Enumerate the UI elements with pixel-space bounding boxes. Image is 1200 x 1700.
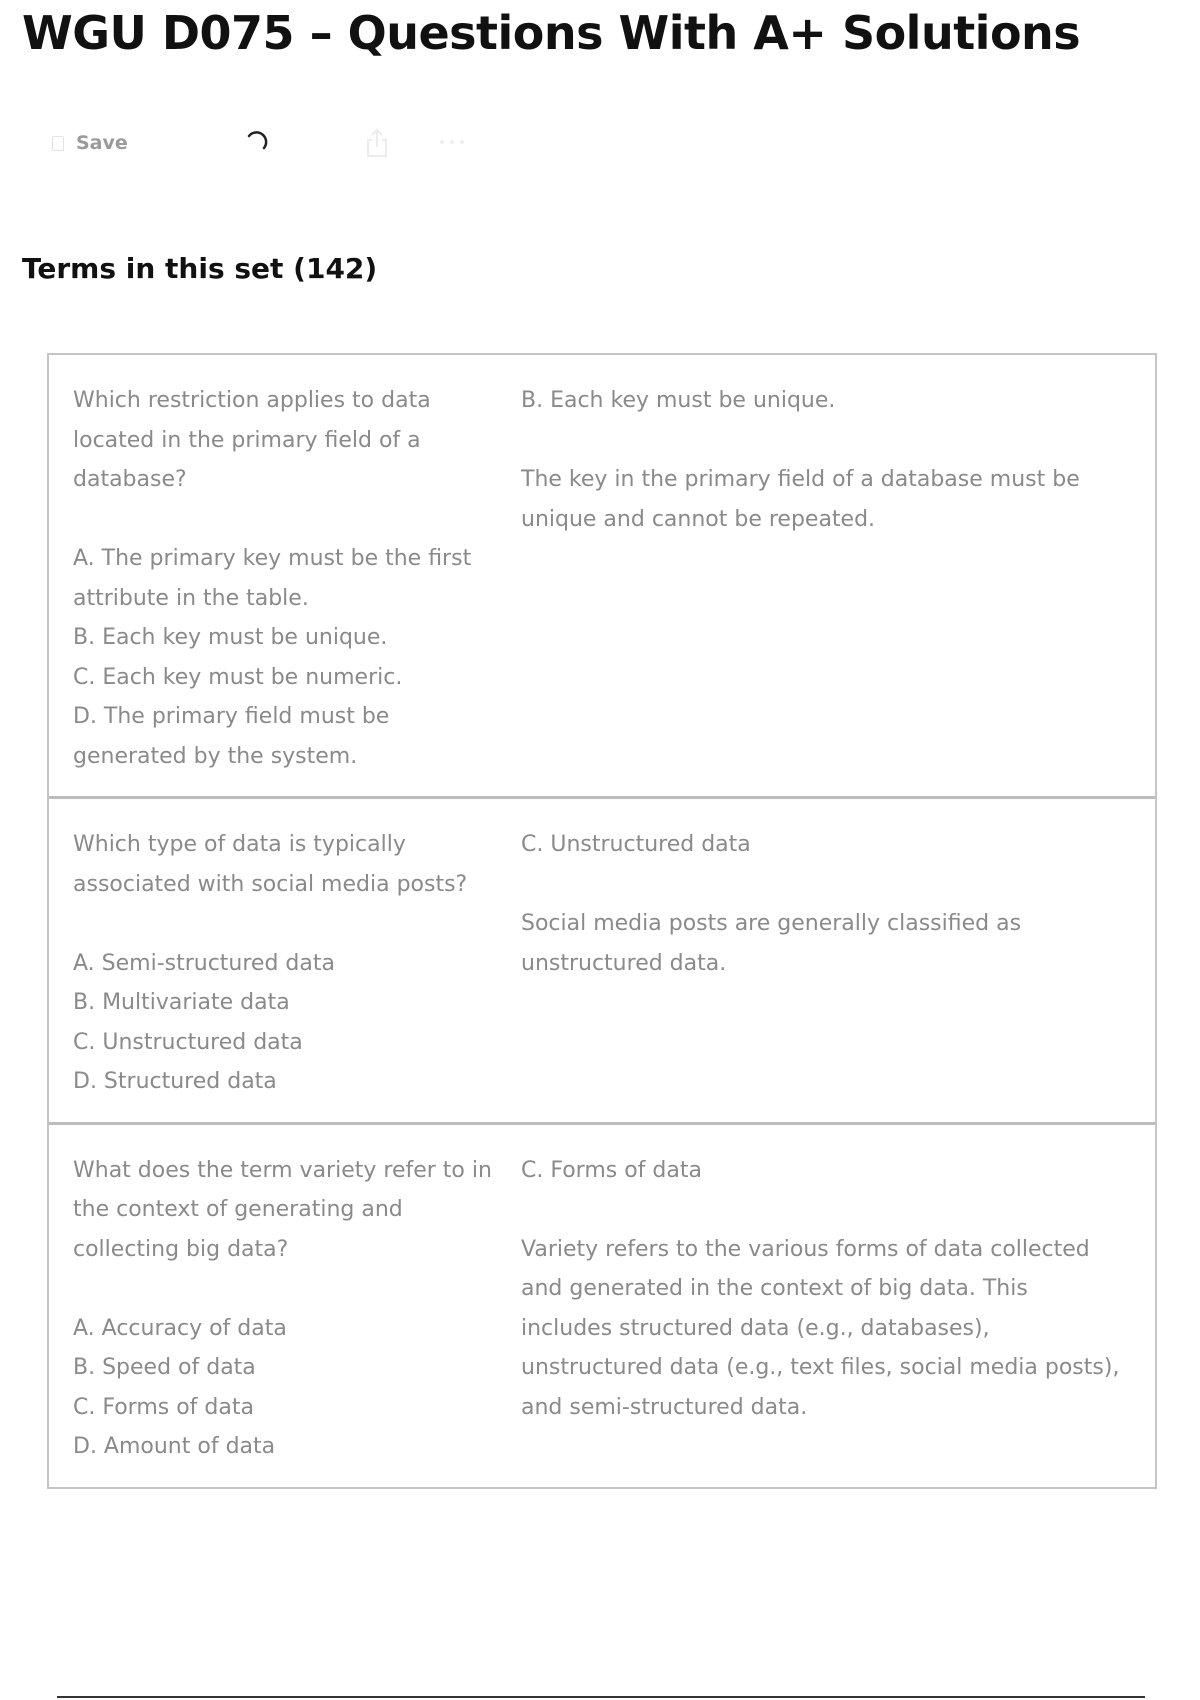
question-text-line: A. The primary key must be the first [73, 546, 472, 571]
loading-spinner-icon [244, 130, 270, 156]
terms-count-heading: Terms in this set (142) [22, 252, 378, 285]
term-question [49, 355, 521, 796]
answer-text-line: C. Unstructured data [521, 832, 751, 857]
question-text-line: B. Each key must be unique. [73, 625, 388, 650]
question-text-line: D. The primary field must be [73, 704, 390, 729]
question-text-line: generated by the system. [73, 743, 358, 769]
question-text-line: Which restriction applies to data [73, 388, 431, 413]
term-row [49, 796, 1155, 1122]
answer-text-line: unstructured data. [521, 950, 727, 976]
term-question [49, 1125, 521, 1487]
question-text-line: C. Unstructured data [73, 1029, 303, 1055]
term-question [49, 799, 521, 1122]
answer-text-line: includes structured data (e.g., databases), [521, 1315, 990, 1341]
term-row [49, 355, 1155, 796]
term-row [49, 1122, 1155, 1487]
answer-text-line: and generated in the context of big data. This [521, 1276, 1028, 1301]
divider [57, 1696, 1145, 1698]
answer-text-line: The key in the primary field of a database must be [521, 467, 1080, 492]
checkbox-icon [52, 136, 64, 151]
answer-text-line: C. Forms of data [521, 1157, 702, 1183]
answer-text-line: and semi-structured data. [521, 1394, 808, 1420]
spacer [521, 421, 1135, 461]
answer-text-line: unstructured data (e.g., text files, social media posts), [521, 1355, 1120, 1380]
question-text-line: What does the term variety refer to in [73, 1157, 492, 1183]
answer-text-line: Variety refers to the various forms of data collected [521, 1236, 1090, 1262]
question-text-line: A. Accuracy of data [73, 1315, 287, 1341]
question-text-line: attribute in the table. [73, 585, 309, 611]
question-text-line: C. Forms of data [73, 1394, 254, 1420]
answer-text-line: unique and cannot be repeated. [521, 506, 876, 532]
terms-table [47, 353, 1157, 1489]
save-button[interactable] [52, 132, 128, 154]
question-text-line: located in the primary field of a [73, 427, 421, 453]
question-text-line: B. Speed of data [73, 1355, 256, 1380]
question-text-line: the context of generating and [73, 1197, 403, 1222]
spacer [73, 1269, 521, 1309]
save-label: Save [76, 132, 128, 154]
page-title: WGU D075 – Questions With A+ Solutions [22, 6, 1081, 60]
spacer [521, 1190, 1135, 1230]
answer-text-line: B. Each key must be unique. [521, 388, 836, 413]
spacer [73, 904, 521, 944]
question-text-line: D. Structured data [73, 1069, 277, 1094]
toolbar [52, 126, 532, 166]
term-answer [521, 355, 1155, 796]
spacer [73, 500, 521, 540]
question-text-line: A. Semi-structured data [73, 950, 335, 976]
share-icon[interactable] [364, 128, 390, 158]
question-text-line: database? [73, 467, 187, 492]
question-text-line: collecting big data? [73, 1236, 289, 1262]
question-text-line: D. Amount of data [73, 1434, 276, 1459]
question-text-line: C. Each key must be numeric. [73, 664, 403, 690]
more-options-icon[interactable] [436, 132, 468, 152]
answer-text-line: Social media posts are generally classified as [521, 911, 1022, 936]
question-text-line: B. Multivariate data [73, 990, 290, 1015]
term-answer [521, 1125, 1155, 1487]
term-answer [521, 799, 1155, 1122]
spacer [521, 865, 1135, 905]
question-text-line: Which type of data is typically [73, 832, 406, 857]
question-text-line: associated with social media posts? [73, 871, 468, 897]
